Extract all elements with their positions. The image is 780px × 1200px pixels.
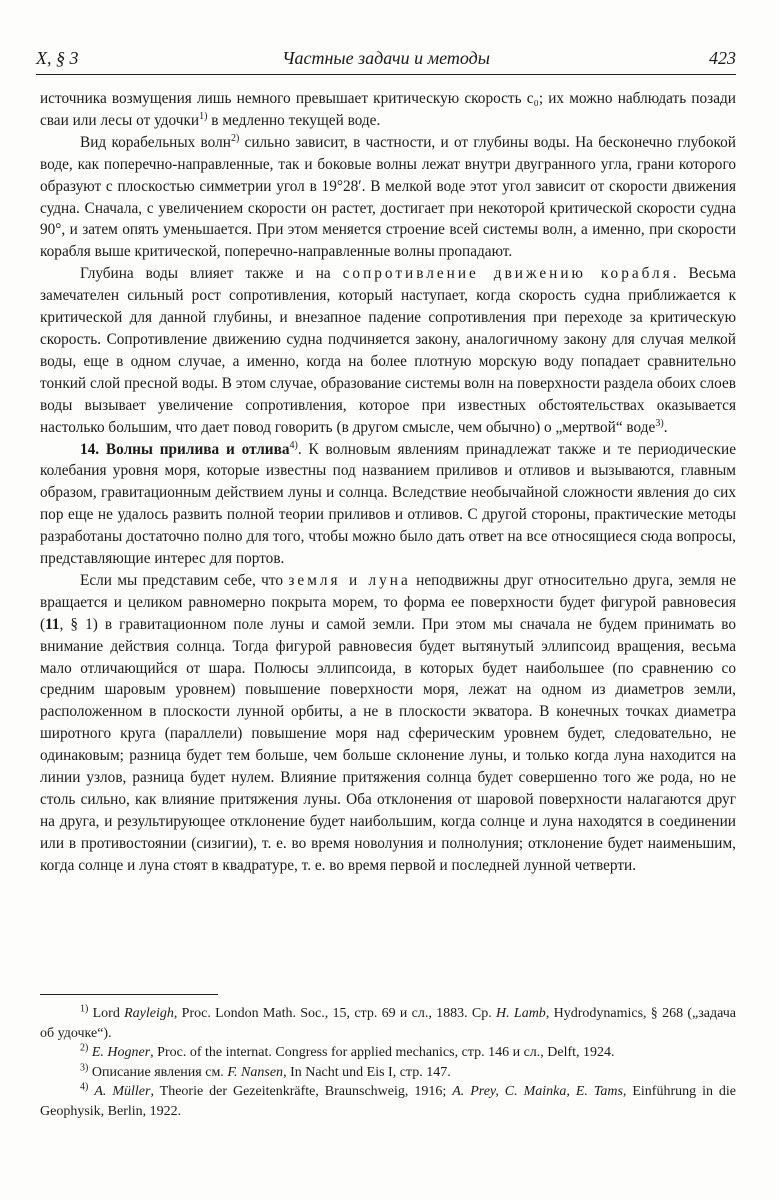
footnote-mark: 4) <box>80 1081 89 1093</box>
chapter-title: Частные задачи и методы <box>282 48 490 68</box>
footnote-text: , Einführung in die Geophysik, Berlin, 1922. <box>40 1084 737 1119</box>
section-14-paragraph <box>40 439 736 570</box>
footnote-ref: 1) <box>199 110 208 122</box>
section-heading: 14. Волны прилива и отлива <box>80 440 290 458</box>
paragraph-resistance <box>40 263 736 438</box>
page-number: 423 <box>709 48 736 68</box>
footnote <box>40 1082 736 1121</box>
footnote <box>40 1004 736 1043</box>
footnote-author: Rayleigh <box>124 1006 174 1021</box>
footnote-text: Описание явления см. <box>88 1064 228 1080</box>
footnote-author: H. Lamb <box>496 1006 546 1021</box>
footnotes <box>40 1004 736 1121</box>
main-text <box>40 88 736 877</box>
paragraph-text: источника возмущения лишь немного превышает критическую скорость c₀; их можно наблюдать позади сваи или лесы от удочки <box>40 90 736 129</box>
paragraph-text: . Весьма замечателен сильный рост сопротивления, который наступает, когда скорость судна приближается к критической для данной глубины, и внезапное падение сопротивления при переходе за критическую скорость. Сопротивление движению судна подчиняется закону, аналогичному закону для случая мелкой воды, еще в одном случае, а именно, когда на более плотную морскую воду попадает сравнительно тонкий слой пресной воды. В этом случае, образование системы волн на поверхности раздела обоих слоев воды вызывает увеличение сопротивления, которое при известных обстоятельствах оказывается настолько большим, что дает повод говорить (в другом смысле, чем обычно) о „мертвой“ воде <box>40 265 736 436</box>
running-header <box>36 46 736 75</box>
paragraph-text: Вид корабельных волн <box>80 133 231 151</box>
footnote-text: , Proc. London Math. Soc., 15, стр. 69 и сл., 1883. Ср. <box>173 1006 497 1021</box>
footnote-ref: 3) <box>655 417 664 429</box>
paragraph-text: . <box>663 418 668 436</box>
footnote-divider <box>40 994 218 995</box>
footnote <box>40 1043 736 1063</box>
paragraph-continuation <box>40 88 736 132</box>
footnote-ref: 4) <box>289 439 298 451</box>
emphasized-term: сопротивление движению корабля <box>342 265 673 283</box>
footnote-text: , Hydrodynamics, § 268 („задача об удочке“). <box>40 1006 736 1041</box>
footnote-text: , Theorie der Gezeitenkräfte, Braunschweig, 1916; <box>150 1084 453 1099</box>
footnote-text: , In Nacht und Eis I, стр. 147. <box>283 1064 451 1080</box>
paragraph-earth-moon <box>40 570 736 877</box>
footnote-mark: 3) <box>80 1061 89 1073</box>
footnote-text: , Proc. of the internat. Congress for applied mechanics, стр. 146 и сл., Delft, 1924. <box>150 1045 615 1060</box>
cross-reference: 11 <box>45 615 60 633</box>
paragraph-text: Глубина воды влияет также и на <box>80 265 343 283</box>
paragraph-ship-waves <box>40 132 736 263</box>
paragraph-text: , § 1) в гравитационном поле луны и самой земли. При этом мы сначала не будем принимать во внимание действия солнца. Тогда фигурой равновесия будет вытянутый эллипсоид вращения, весьма мало отличающийся от шара. Полюсы эллипсоида, в которых будет наибольшее (по сравнению со средним шаровым уровнем) повышение поверхности моря, лежат на одном из диаметров земли, расположенном в плоскости лунной орбиты, а не в плоскости экватора. В конечных точках диаметра широтного круга (параллели) повышение моря над сферическим уровнем будет, следовательно, не одинаковым; разница будет тем больше, чем больше склонение луны, и только когда луна находится на линии узлов, разница будет нулем. Влияние притяжения солнца будет совершенно того же рода, но не столь сильно, как влияние притяжения луны. Оба отклонения от шаровой поверхности налагаются друг на друга, и результирующее отклонение будет наибольшим, когда солнце и луна находятся в соединении или в противостоянии (сизигии), т. е. во время новолуния и полнолуния; отклонение будет наименьшим, когда солнце и луна стоят в квадратуре, т. е. во время первой и последней лунной четверти. <box>40 615 736 874</box>
emphasized-term: земля и луна <box>288 571 411 589</box>
footnote-mark: 1) <box>80 1003 89 1015</box>
footnote-ref: 2) <box>230 132 240 144</box>
footnote <box>40 1063 736 1083</box>
paragraph-text: в медленно текущей воде. <box>207 111 381 129</box>
section-reference: X, § 3 <box>36 48 79 68</box>
footnote-text: Lord <box>88 1006 125 1021</box>
footnote-mark: 2) <box>80 1042 89 1054</box>
footnote-author: A. Prey, C. Mainka, E. Tams <box>452 1084 623 1099</box>
paragraph-text: неподвижны друг относительно друга, земля не вращается и целиком равномерно покрыта морем, то форма ее поверхности будет фигурой равновесия ( <box>40 571 737 633</box>
paragraph-text: Если мы представим себе, что <box>80 571 289 589</box>
footnote-author: E. Hogner <box>91 1045 151 1060</box>
footnote-author: F. Nansen <box>227 1064 284 1080</box>
paragraph-text: . К волновым явлениям принадлежат также и те периодические колебания уровня моря, которые известны под названием приливов и отливов и вызываются, главным образом, гравитационным действием луны и солнца. Вследствие необычайной сложности явления до сих пор еще не удалось развить полной теории приливов и отливов. С другой стороны, практические методы разработаны достаточно полно для того, чтобы можно было дать ответ на все относящиеся сюда вопросы, представляющие интерес для портов. <box>40 440 736 568</box>
footnote-author: A. Müller <box>94 1084 151 1099</box>
paragraph-text: сильно зависит, в частности, и от глубины воды. На бесконечно глубокой воде, как поперечно-направленные, так и боковые волны лежат внутри двугранного угла, грани которого образуют с плоскостью симметрии угол в 19°28′. В мелкой воде этот угол зависит от скорости движения судна. Сначала, с увеличением скорости он растет, достигает при некоторой критической скорости судна 90°, и затем опять уменьшается. При этом меняется строение всей системы волн, а именно, при скорости корабля выше критической, поперечно-направленные волны пропадают. <box>40 133 736 261</box>
